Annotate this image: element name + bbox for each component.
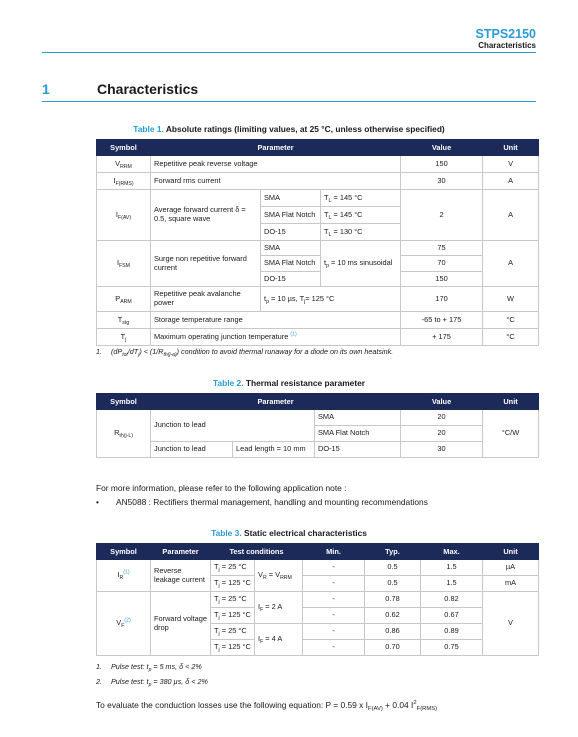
temperature-cell: $T_j = 125$ °C <box>211 640 255 656</box>
package-cell: DO-15 <box>261 224 321 241</box>
parameter-cell: Repetitive peak reverse voltage <box>151 156 401 173</box>
table-header-row <box>97 140 539 156</box>
table-row <box>97 329 539 346</box>
table-row <box>97 287 539 312</box>
symbol-cell: $I_{F(AV)}$ <box>97 190 151 241</box>
value-cell: 30 <box>401 173 483 190</box>
table-row <box>97 241 539 256</box>
max-cell: 1.5 <box>421 576 483 592</box>
parameter-cell: Forward voltage drop <box>151 592 211 656</box>
table3-title: Static electrical characteristics <box>244 528 367 538</box>
package-cell: SMA Flat Notch <box>315 426 401 442</box>
col-symbol: Symbol <box>97 394 151 410</box>
package-cell: SMA Flat Notch <box>261 207 321 224</box>
parameter-cell: Surge non repetitive forward current <box>151 241 261 287</box>
info-intro: For more information, please refer to the following application note : <box>96 483 347 493</box>
col-value: Value <box>401 140 483 156</box>
static-electrical-table <box>96 543 539 656</box>
value-cell: -65 to + 175 <box>401 312 483 329</box>
symbol-cell: $T_j$ <box>97 329 151 346</box>
table2-title: Thermal resistance parameter <box>245 378 366 388</box>
value-cell: 150 <box>401 272 483 287</box>
symbol-cell: $V_F^{(2)}$ <box>97 592 151 656</box>
parameter-cell: Repetitive peak avalanche power <box>151 287 261 312</box>
temperature-cell: $T_j = 25$ °C <box>211 560 255 576</box>
value-cell: 75 <box>401 241 483 256</box>
temperature-cell: $T_j = 25$ °C <box>211 592 255 608</box>
min-cell: - <box>303 576 365 592</box>
typ-cell: 0.5 <box>365 576 421 592</box>
typ-cell: 0.70 <box>365 640 421 656</box>
col-test-conditions: Test conditions <box>211 544 303 560</box>
max-cell: 0.67 <box>421 608 483 624</box>
value-cell: 20 <box>401 410 483 426</box>
footnote-ref[interactable]: (1) <box>123 569 130 576</box>
condition-cell: $T_L = 145$ °C <box>321 207 401 224</box>
condition-cell: $t_p = 10$ µs, $T_j= 125$ °C <box>261 287 401 312</box>
temperature-cell: $T_j = 125$ °C <box>211 576 255 592</box>
section-name: Characteristics <box>478 41 536 50</box>
table-row <box>97 156 539 173</box>
min-cell: - <box>303 624 365 640</box>
parameter-cell: Average forward current δ = 0.5, square wave <box>151 190 261 241</box>
typ-cell: 0.62 <box>365 608 421 624</box>
table-row <box>97 442 539 458</box>
bullet: • <box>96 497 99 507</box>
table3-caption <box>0 528 578 538</box>
condition-cell: $T_L = 145$ °C <box>321 190 401 207</box>
absolute-ratings-table <box>96 139 539 346</box>
temperature-cell: $T_j = 125$ °C <box>211 608 255 624</box>
value-cell: 30 <box>401 442 483 458</box>
header-rule <box>42 52 536 53</box>
max-cell: 1.5 <box>421 560 483 576</box>
typ-cell: 0.86 <box>365 624 421 640</box>
package-cell: DO-15 <box>261 272 321 287</box>
min-cell: - <box>303 592 365 608</box>
chapter-number: 1 <box>42 81 50 97</box>
table1-title: Absolute ratings (limiting values, at 25 °C, unless otherwise specified) <box>165 124 445 134</box>
unit-cell: V <box>483 592 539 656</box>
symbol-cell: $V_{RRM}$ <box>97 156 151 173</box>
table1-footnote: 1. $(dP_{tot}/dT_j) < (1/R_{th(j-a)})$ condition to avoid thermal runaway for a diode on its own heatsink. <box>96 347 394 358</box>
lead-length-cell: Lead length = 10 mm <box>233 442 315 458</box>
condition-cell: $I_F = 2$ A <box>255 592 303 624</box>
table3-footnote-2: 2. Pulse test: $t_p = 380$ µs, δ < 2% <box>96 677 208 688</box>
value-cell: 150 <box>401 156 483 173</box>
package-cell: SMA <box>261 241 321 256</box>
package-cell: SMA <box>261 190 321 207</box>
col-value: Value <box>401 394 483 410</box>
col-unit: Unit <box>483 140 539 156</box>
condition-cell: $I_F = 4$ A <box>255 624 303 656</box>
footnote-ref[interactable]: (2) <box>124 617 131 624</box>
app-note-item[interactable]: AN5088 : Rectifiers thermal management, handling and mounting recommendations <box>116 497 428 507</box>
temperature-cell: $T_j = 25$ °C <box>211 624 255 640</box>
unit-cell: A <box>483 190 539 241</box>
table1-caption <box>0 124 578 134</box>
thermal-resistance-table <box>96 393 539 458</box>
package-cell: DO-15 <box>315 442 401 458</box>
symbol-cell: $R_{th(j-L)}$ <box>97 410 151 458</box>
col-parameter: Parameter <box>151 394 401 410</box>
chapter-rule <box>42 101 536 102</box>
col-unit: Unit <box>483 394 539 410</box>
table-row <box>97 173 539 190</box>
table-row <box>97 560 539 576</box>
symbol-cell: $I_{F(RMS)}$ <box>97 173 151 190</box>
unit-cell: A <box>483 241 539 287</box>
package-cell: SMA Flat Notch <box>261 256 321 272</box>
value-cell: 2 <box>401 190 483 241</box>
table-header-row <box>97 394 539 410</box>
condition-cell: $V_R = V_{RRM}$ <box>255 560 303 592</box>
value-cell: 170 <box>401 287 483 312</box>
table2-caption <box>0 378 578 388</box>
footnote-ref[interactable]: (1) <box>290 331 297 338</box>
max-cell: 0.82 <box>421 592 483 608</box>
table-row <box>97 592 539 608</box>
table-row <box>97 190 539 207</box>
table3-footnote-1: 1. Pulse test: $t_p = 5$ ms, δ < 2% <box>96 662 202 673</box>
value-cell: 70 <box>401 256 483 272</box>
part-number: STPS2150 <box>475 27 536 41</box>
col-parameter: Parameter <box>151 544 211 560</box>
typ-cell: 0.5 <box>365 560 421 576</box>
col-symbol: Symbol <box>97 140 151 156</box>
parameter-cell: Junction to lead <box>151 410 315 442</box>
symbol-cell: $I_R^{(1)}$ <box>97 560 151 592</box>
min-cell: - <box>303 560 365 576</box>
parameter-cell: Junction to lead <box>151 442 233 458</box>
table-row <box>97 410 539 426</box>
unit-cell: °C <box>483 312 539 329</box>
table1-label: Table 1. <box>133 124 164 134</box>
col-min: Min. <box>303 544 365 560</box>
unit-cell: A <box>483 173 539 190</box>
max-cell: 0.89 <box>421 624 483 640</box>
table-row <box>97 312 539 329</box>
parameter-cell: Forward rms current <box>151 173 401 190</box>
col-symbol: Symbol <box>97 544 151 560</box>
symbol-cell: $T_{stg}$ <box>97 312 151 329</box>
value-cell: + 175 <box>401 329 483 346</box>
col-max: Max. <box>421 544 483 560</box>
symbol-cell: $I_{FSM}$ <box>97 241 151 287</box>
condition-cell: $t_p = 10$ ms sinusoidal <box>321 241 401 287</box>
table3-label: Table 3. <box>211 528 242 538</box>
condition-cell: $T_L = 130$ °C <box>321 224 401 241</box>
value-cell: 20 <box>401 426 483 442</box>
symbol-cell: $P_{ARM}$ <box>97 287 151 312</box>
unit-cell: °C <box>483 329 539 346</box>
parameter-cell: Maximum operating junction temperature $^{(1)}$ <box>151 329 401 346</box>
min-cell: - <box>303 640 365 656</box>
package-cell: SMA <box>315 410 401 426</box>
typ-cell: 0.78 <box>365 592 421 608</box>
col-parameter: Parameter <box>151 140 401 156</box>
unit-cell: °C/W <box>483 410 539 458</box>
chapter-title: Characteristics <box>97 81 199 97</box>
unit-cell: mA <box>483 576 539 592</box>
unit-cell: µA <box>483 560 539 576</box>
col-unit: Unit <box>483 544 539 560</box>
parameter-cell: Reverse leakage current <box>151 560 211 592</box>
table2-label: Table 2. <box>212 378 244 388</box>
parameter-cell: Storage temperature range <box>151 312 401 329</box>
table-header-row <box>97 544 539 560</box>
unit-cell: V <box>483 156 539 173</box>
unit-cell: W <box>483 287 539 312</box>
min-cell: - <box>303 608 365 624</box>
col-typ: Typ. <box>365 544 421 560</box>
conduction-loss-equation: To evaluate the conduction losses use the following equation: P = 0.59 x $I_{F(AV)} + 0.04$ $I^2_{F(RMS)}$ <box>96 700 438 712</box>
max-cell: 0.75 <box>421 640 483 656</box>
